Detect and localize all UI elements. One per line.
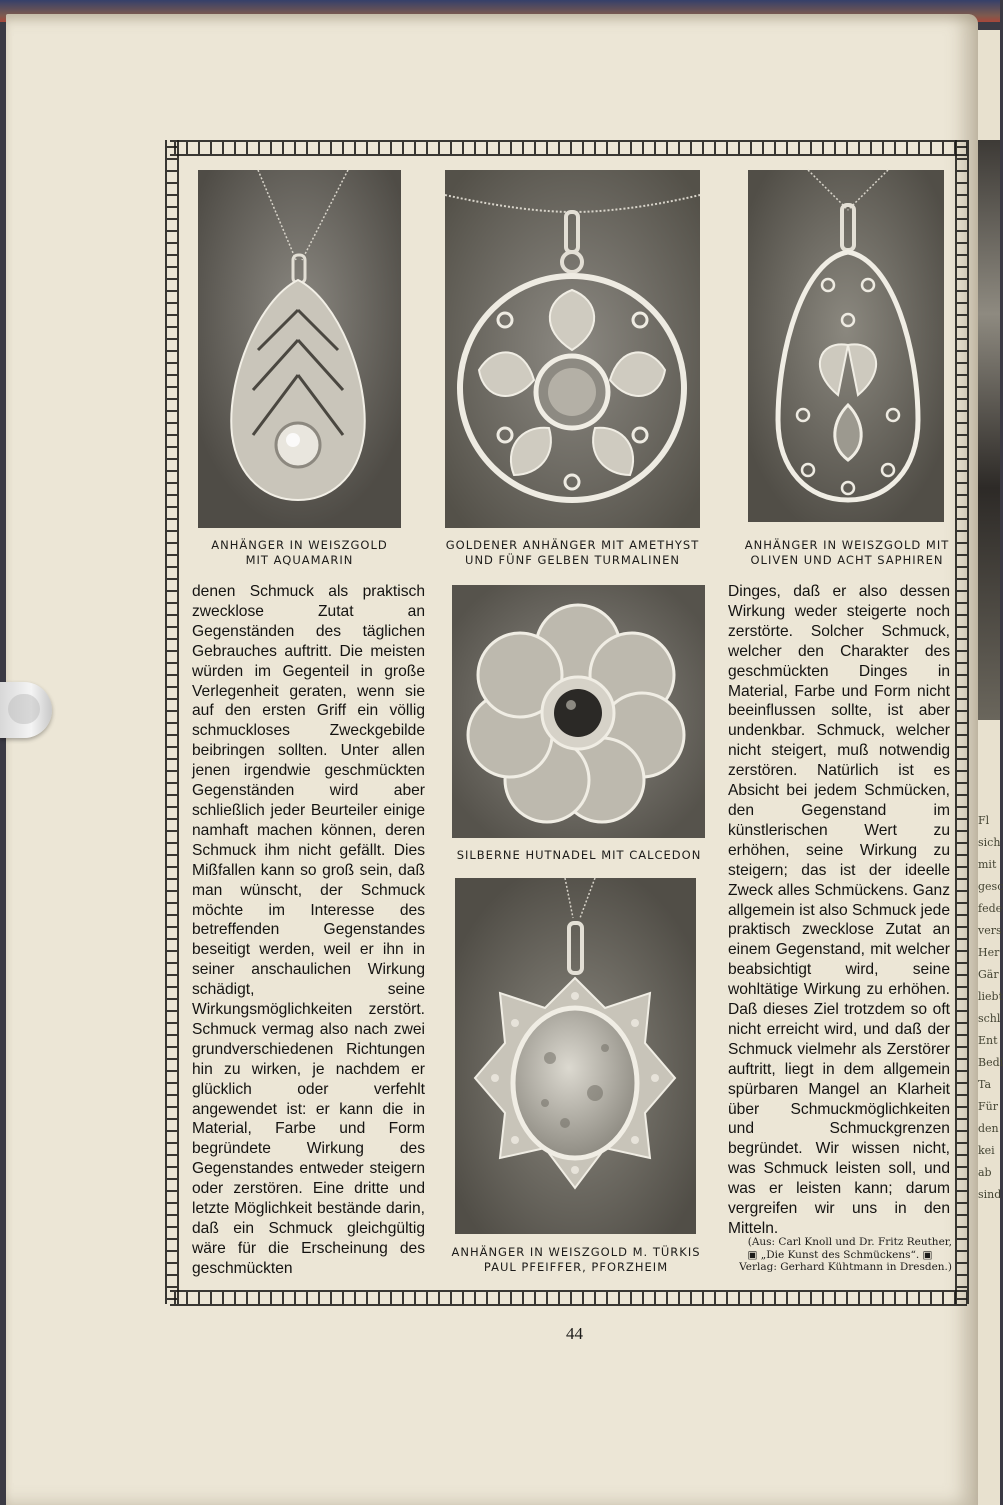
adjacent-page-fragment: Für (978, 1100, 998, 1113)
adjacent-page-edge (978, 30, 1003, 1505)
adjacent-page-fragment: mit (978, 858, 997, 871)
caption-hatpin: SILBERNE HUTNADEL MIT CALCEDON (456, 848, 702, 862)
caption-pendant-aquamarine (198, 538, 401, 568)
adjacent-page-fragment: Ta (978, 1078, 992, 1091)
ornamental-border-top (170, 140, 967, 156)
caption-line: MIT AQUAMARIN (245, 553, 354, 567)
caption-pendant-sapphires (738, 538, 956, 568)
right-column-paragraph: Dinges, daß er also dessen Wirkung weder steigerte noch zerstörte. Solcher Schmuck, welcher den Charakter des geschmückten Dinges in Material, Farbe und Form nicht beeinflussen sollte, ist aber undenkbar. Schmuck, welcher nicht steigert, muß notwendig zerstören. Natürlich ist es Absicht bei jedem Schmücken, den Gegenstand im künstlerischen Wert zu erhöhen, seine Wirkung zu steigern; das ist der ideelle Zweck alles Schmückens. Ganz allgemein ist also Schmuck jede praktisch zwecklose Zutat an einem Gegenstand, mit welcher beabsichtigt wird, seine wohltätige Wirkung zu erhöhen. Daß dieses Ziel trotzdem so oft nicht erreicht wird, und daß der Schmuck vielmehr als Zerstörer auftritt, liegt in dem allgemein spürbaren Mangel an Klarheit über Schmuckmöglichkeiten und Schmuckgrenzen begründet. Wir wissen nicht, was Schmuck leisten soll, und was er leisten kann; darum vergreifen wir uns in den Mitteln. (728, 583, 950, 1237)
source-credit (728, 1236, 952, 1274)
credit-line: Verlag: Gerhard Kühtmann in Dresden.) (739, 1261, 952, 1273)
adjacent-page-fragment: sind (978, 1188, 1002, 1201)
left-column-paragraph: denen Schmuck als praktisch zwecklose Zutat an Gegenständen des täglichen Gebrauches auftritt. Die meisten würden im Gegenteil in große Verlegenheit geraten, wenn sie auf den ersten Griff ein völlig schmuckloses Zweckgebilde beibringen sollten. Unter allen jenen irgendwie geschmückten Gegenständen wird aber schließlich jeder Beurteiler einige namhaft machen können, deren Schmuck ihm nicht gefällt. Dies Mißfallen kann so groß sein, daß man wünscht, der Schmuck möchte im Interesse des betreffenden Gegenstandes beseitigt werden, weil er ihn in seiner anschaulichen Wirkung schädigt, seine Wirkungsmöglichkeiten zerstört. Schmuck vermag also nach zwei grundverschiedenen Richtungen hin zu wirken, je nachdem er glücklich oder verfehlt angewendet ist: er kann die in Material, Farbe und Form begründete Wirkung des Gegenstandes entweder steigern oder zerstören. Eine dritte und letzte Möglichkeit bestände darin, daß ein Schmuck gleichgültig wäre für die Erscheinung des geschmückten (192, 583, 425, 1277)
adjacent-page-fragment: kei (978, 1144, 995, 1157)
adjacent-page-fragment: Fl (978, 814, 990, 827)
adjacent-page-fragment: Gär (978, 968, 999, 981)
adjacent-page-fragment: schl (978, 1012, 1001, 1025)
adjacent-page-fragment: ab (978, 1166, 992, 1179)
adjacent-page-fragment: Her (978, 946, 1000, 959)
adjacent-page-fragment: Bedi (978, 1056, 1003, 1069)
pendant-aquamarine-photo (198, 170, 401, 528)
pendant-amethyst-photo (445, 170, 700, 528)
credit-line: „Die Kunst des Schmückens“. (760, 1248, 920, 1261)
adjacent-page-photo (978, 140, 1000, 720)
credit-line-wrap: ▣ „Die Kunst des Schmückens“. ▣ (747, 1248, 933, 1261)
ornamental-border-bottom (170, 1290, 967, 1306)
ornamental-border-left (165, 140, 179, 1304)
caption-line: UND FÜNF GELBEN TURMALINEN (465, 553, 680, 567)
hatpin-photo (452, 585, 705, 838)
caption-pendant-amethyst (440, 538, 705, 568)
adjacent-page-fragment: gesc (978, 880, 1003, 893)
adjacent-page-fragment: fede (978, 902, 1003, 915)
adjacent-page-fragment: den (978, 1122, 999, 1135)
adjacent-page-fragment: vers (978, 924, 1002, 937)
caption-line: OLIVEN UND ACHT SAPHIREN (750, 553, 944, 567)
pendant-turquoise-photo (455, 878, 696, 1234)
caption-line: GOLDENER ANHÄNGER MIT AMETHYST (445, 538, 700, 552)
caption-line: ANHÄNGER IN WEISZGOLD MIT (744, 538, 950, 552)
caption-line: ANHÄNGER IN WEISZGOLD M. TÜRKIS (451, 1245, 701, 1259)
pendant-sapphires-photo (748, 170, 944, 522)
caption-line: ANHÄNGER IN WEISZGOLD (211, 538, 388, 552)
caption-line: PAUL PFEIFFER, PFORZHEIM (483, 1260, 669, 1274)
adjacent-page-fragment: sich (978, 836, 1001, 849)
page-number: 44 (566, 1324, 583, 1343)
left-text-column (192, 582, 425, 1279)
adjacent-page-fragment: liebt (978, 990, 1003, 1003)
credit-line: (Aus: Carl Knoll und Dr. Fritz Reuther, (747, 1236, 952, 1248)
caption-pendant-turquoise (448, 1245, 704, 1275)
right-text-column (728, 582, 950, 1239)
ornamental-border-right (955, 140, 969, 1304)
adjacent-page-fragment: Ent (978, 1034, 998, 1047)
adjacent-page-text (978, 810, 1003, 1206)
